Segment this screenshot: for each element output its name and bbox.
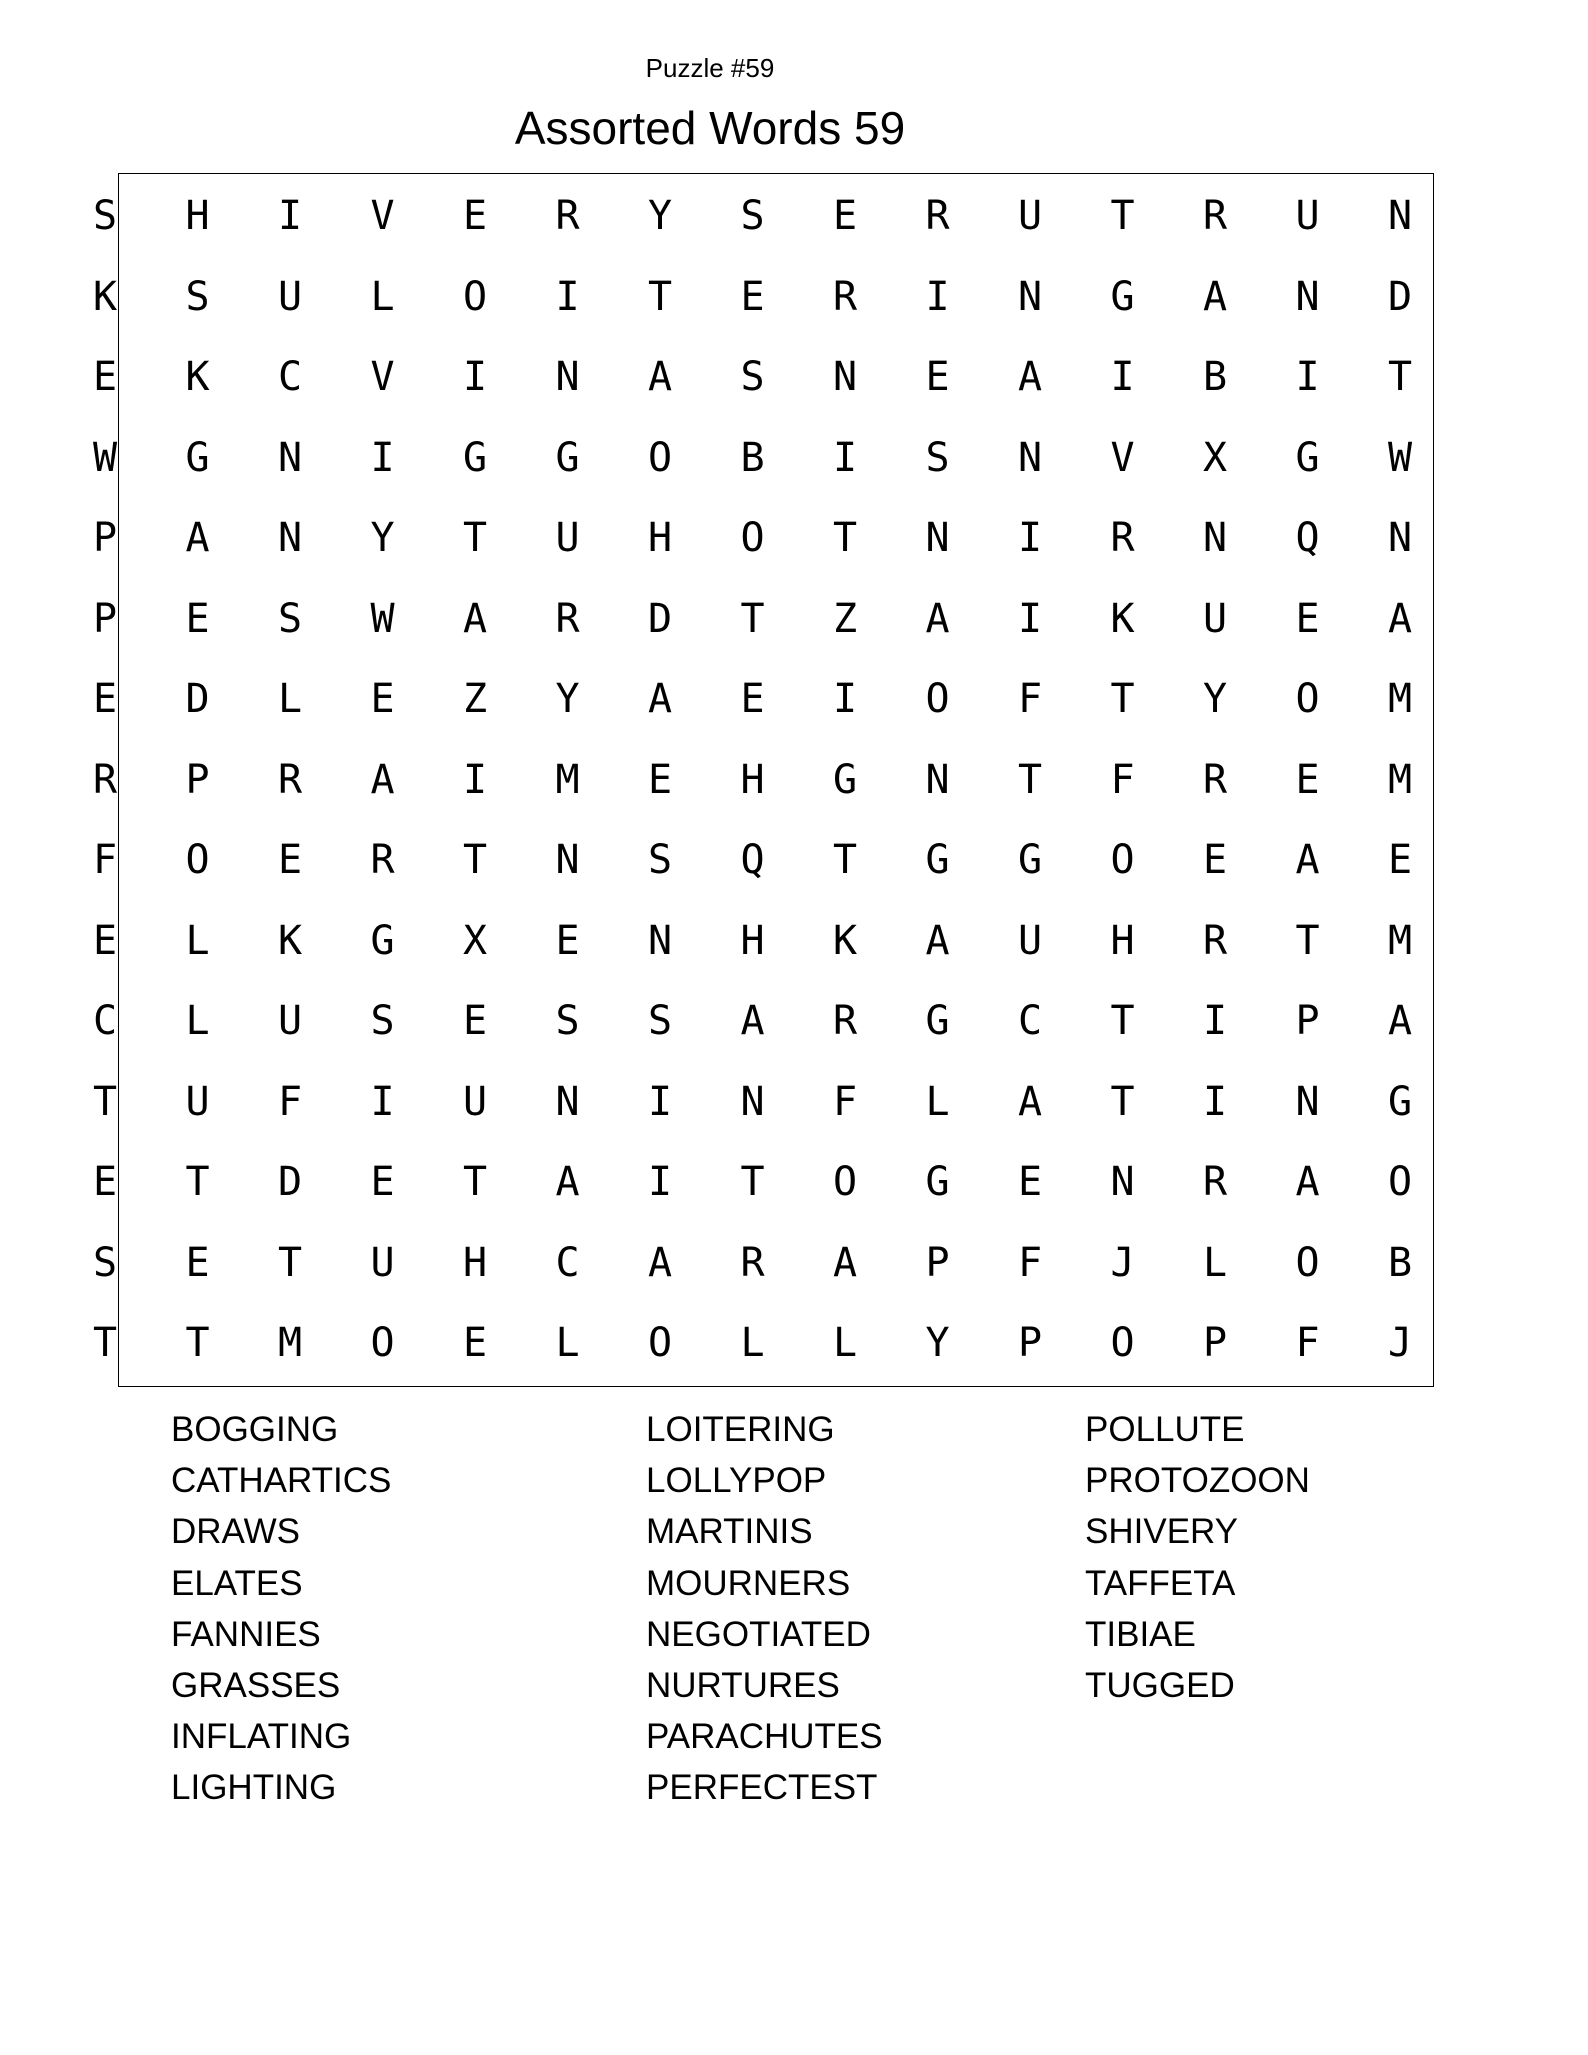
grid-letter: S — [92, 1239, 118, 1286]
grid-letter: R — [925, 193, 950, 239]
letter-grid — [75, 180, 1455, 1388]
grid-letter: A — [740, 998, 765, 1044]
grid-letter: L — [185, 917, 210, 964]
word-list-item: CATHARTICS — [171, 1461, 392, 1501]
grid-letter: L — [740, 1320, 765, 1366]
grid-letter: T — [1017, 756, 1043, 803]
word-list-item: LIGHTING — [171, 1768, 337, 1808]
grid-letter: I — [370, 1078, 395, 1125]
word-list-item: PARACHUTES — [646, 1717, 883, 1757]
grid-row — [75, 583, 1455, 664]
grid-letter: S — [647, 998, 673, 1044]
grid-letter: D — [185, 676, 210, 722]
grid-letter: T — [185, 1320, 210, 1366]
word-list-item: POLLUTE — [1085, 1410, 1245, 1449]
grid-letter: K — [277, 917, 303, 964]
grid-letter: N — [1202, 515, 1228, 561]
grid-letter: A — [462, 595, 488, 642]
grid-letter: G — [370, 917, 395, 964]
grid-letter: F — [277, 1078, 303, 1125]
grid-letter: R — [1110, 515, 1135, 561]
grid-letter: N — [925, 756, 950, 803]
grid-letter: T — [1110, 998, 1135, 1044]
grid-letter: O — [1387, 1159, 1413, 1205]
grid-letter: L — [370, 273, 395, 320]
grid-letter: F — [92, 837, 118, 883]
word-list-item: ELATES — [171, 1563, 303, 1603]
grid-letter: I — [1017, 515, 1043, 561]
grid-letter: A — [1387, 998, 1413, 1044]
word-list-item: GRASSES — [171, 1665, 341, 1705]
grid-letter: D — [277, 1159, 303, 1205]
grid-letter: S — [647, 837, 673, 883]
word-list-item: LOLLYPOP — [646, 1461, 827, 1501]
grid-letter: N — [1295, 273, 1320, 320]
word-list-item: TIBIAE — [1085, 1614, 1196, 1654]
grid-letter: E — [92, 676, 118, 722]
grid-row — [75, 985, 1455, 1066]
grid-letter: E — [740, 676, 765, 722]
grid-letter: S — [92, 193, 118, 239]
word-list-item: PROTOZOON — [1085, 1461, 1310, 1501]
grid-letter: G — [832, 756, 858, 803]
grid-letter: L — [185, 998, 210, 1044]
grid-letter: I — [370, 434, 395, 481]
grid-letter: O — [832, 1159, 858, 1205]
grid-letter: L — [555, 1320, 580, 1366]
grid-letter: I — [832, 434, 858, 481]
grid-letter: J — [1387, 1320, 1413, 1366]
grid-letter: E — [1202, 837, 1228, 883]
grid-letter: R — [92, 756, 118, 803]
word-list-item: INFLATING — [171, 1717, 352, 1757]
grid-letter: M — [277, 1320, 303, 1366]
grid-letter: E — [1295, 756, 1320, 803]
grid-letter: R — [1202, 756, 1228, 803]
word-list-item: LOITERING — [646, 1410, 835, 1449]
grid-letter: A — [370, 756, 395, 803]
grid-letter: N — [1387, 515, 1413, 561]
grid-letter: O — [370, 1320, 395, 1366]
grid-letter: I — [555, 273, 580, 320]
grid-letter: T — [1387, 354, 1413, 400]
grid-letter: O — [185, 837, 210, 883]
grid-letter: P — [925, 1239, 950, 1286]
grid-letter: T — [1110, 193, 1135, 239]
grid-letter: E — [1295, 595, 1320, 642]
grid-letter: L — [277, 676, 303, 722]
grid-letter: W — [92, 434, 118, 481]
grid-letter: I — [925, 273, 950, 320]
grid-letter: N — [1110, 1159, 1135, 1205]
grid-letter: B — [1202, 354, 1228, 400]
grid-row — [75, 1307, 1455, 1388]
grid-letter: N — [277, 515, 303, 561]
grid-row — [75, 663, 1455, 744]
grid-letter: H — [740, 756, 765, 803]
grid-letter: Q — [1295, 515, 1320, 561]
grid-letter: T — [277, 1239, 303, 1286]
grid-letter: O — [925, 676, 950, 722]
grid-letter: O — [740, 515, 765, 561]
grid-letter: U — [462, 1078, 488, 1125]
grid-letter: A — [1017, 354, 1043, 400]
grid-letter: N — [277, 434, 303, 481]
grid-row — [75, 1066, 1455, 1147]
grid-letter: E — [185, 595, 210, 642]
grid-row — [75, 180, 1455, 261]
grid-letter: D — [647, 595, 673, 642]
grid-letter: T — [740, 1159, 765, 1205]
grid-letter: E — [462, 998, 488, 1044]
grid-letter: I — [832, 676, 858, 722]
grid-letter: F — [1110, 756, 1135, 803]
grid-letter: R — [370, 837, 395, 883]
grid-letter: S — [740, 193, 765, 239]
grid-letter: E — [370, 1159, 395, 1205]
grid-letter: R — [1202, 193, 1228, 239]
word-list-column-3 — [1085, 1404, 1310, 1711]
word-list-item: MARTINIS — [646, 1512, 813, 1552]
grid-letter: A — [647, 676, 673, 722]
grid-letter: T — [462, 515, 488, 561]
grid-letter: S — [555, 998, 580, 1044]
grid-letter: T — [462, 837, 488, 883]
grid-row — [75, 744, 1455, 825]
grid-letter: S — [370, 998, 395, 1044]
word-list-item: PERFECTEST — [646, 1768, 878, 1808]
grid-letter: P — [92, 595, 118, 642]
grid-letter: A — [1202, 273, 1228, 320]
grid-letter: C — [277, 354, 303, 400]
word-list-column-1 — [171, 1404, 391, 1814]
grid-letter: I — [1202, 998, 1228, 1044]
grid-letter: K — [185, 354, 210, 400]
grid-letter: Y — [370, 515, 395, 561]
grid-letter: Q — [740, 837, 765, 883]
grid-letter: C — [92, 998, 118, 1044]
grid-letter: T — [740, 595, 765, 642]
grid-letter: S — [740, 354, 765, 400]
grid-letter: T — [832, 515, 858, 561]
grid-letter: B — [740, 434, 765, 481]
grid-letter: G — [1387, 1078, 1413, 1125]
grid-letter: K — [832, 917, 858, 964]
grid-letter: P — [185, 756, 210, 803]
word-list-item: SHIVERY — [1085, 1512, 1239, 1552]
grid-letter: A — [555, 1159, 580, 1205]
grid-row — [75, 1227, 1455, 1308]
word-list-column-2 — [646, 1404, 883, 1814]
grid-letter: A — [832, 1239, 858, 1286]
grid-letter: Z — [832, 595, 858, 642]
grid-letter: R — [555, 595, 580, 642]
grid-letter: V — [1110, 434, 1135, 481]
grid-letter: T — [1110, 676, 1135, 722]
grid-letter: A — [1387, 595, 1413, 642]
grid-letter: G — [1017, 837, 1043, 883]
grid-letter: R — [555, 193, 580, 239]
grid-letter: A — [1295, 837, 1320, 883]
grid-letter: S — [925, 434, 950, 481]
grid-row — [75, 422, 1455, 503]
puzzle-title: Assorted Words 59 — [514, 102, 906, 154]
grid-letter: I — [1202, 1078, 1228, 1125]
grid-letter: R — [740, 1239, 765, 1286]
grid-letter: V — [370, 354, 395, 400]
grid-letter: E — [462, 1320, 488, 1366]
grid-letter: Y — [1202, 676, 1228, 722]
grid-letter: H — [740, 917, 765, 964]
grid-letter: F — [1017, 1239, 1043, 1286]
grid-letter: O — [462, 273, 488, 320]
grid-letter: A — [185, 515, 210, 561]
grid-letter: Z — [462, 676, 488, 722]
grid-letter: J — [1110, 1239, 1135, 1286]
grid-letter: G — [185, 434, 210, 481]
grid-letter: O — [1295, 1239, 1320, 1286]
grid-letter: G — [1110, 273, 1135, 320]
grid-letter: U — [370, 1239, 395, 1286]
grid-letter: P — [1017, 1320, 1043, 1366]
grid-letter: A — [647, 354, 673, 400]
grid-letter: T — [647, 273, 673, 320]
grid-row — [75, 1146, 1455, 1227]
grid-letter: T — [92, 1078, 118, 1125]
grid-letter: H — [1110, 917, 1135, 964]
grid-letter: O — [647, 1320, 673, 1366]
grid-letter: E — [370, 676, 395, 722]
grid-letter: F — [832, 1078, 858, 1125]
grid-letter: C — [555, 1239, 580, 1286]
grid-letter: N — [740, 1078, 765, 1125]
grid-letter: I — [277, 193, 303, 239]
grid-letter: N — [925, 515, 950, 561]
grid-letter: N — [1295, 1078, 1320, 1125]
word-list-item: MOURNERS — [646, 1563, 851, 1603]
grid-letter: R — [832, 273, 858, 320]
grid-letter: R — [1202, 917, 1228, 964]
grid-letter: U — [277, 273, 303, 320]
grid-letter: N — [647, 917, 673, 964]
grid-letter: N — [832, 354, 858, 400]
grid-row — [75, 824, 1455, 905]
grid-letter: G — [925, 1159, 950, 1205]
grid-letter: T — [1110, 1078, 1135, 1125]
grid-letter: N — [555, 1078, 580, 1125]
grid-letter: E — [740, 273, 765, 320]
grid-letter: C — [1017, 998, 1043, 1044]
grid-letter: H — [185, 193, 210, 239]
grid-letter: X — [1202, 434, 1228, 481]
grid-letter: U — [185, 1078, 210, 1125]
grid-letter: A — [1295, 1159, 1320, 1205]
grid-letter: V — [370, 193, 395, 239]
grid-letter: W — [1387, 434, 1413, 481]
grid-row — [75, 905, 1455, 986]
grid-letter: K — [1110, 595, 1135, 642]
grid-letter: E — [92, 354, 118, 400]
grid-letter: U — [555, 515, 580, 561]
grid-letter: H — [647, 515, 673, 561]
grid-letter: H — [462, 1239, 488, 1286]
grid-letter: E — [462, 193, 488, 239]
grid-letter: T — [462, 1159, 488, 1205]
word-list-item: NEGOTIATED — [646, 1614, 871, 1654]
grid-letter: A — [925, 595, 950, 642]
grid-letter: T — [832, 837, 858, 883]
grid-letter: M — [1387, 917, 1413, 964]
grid-letter: Y — [925, 1320, 950, 1366]
grid-letter: I — [462, 756, 488, 803]
grid-letter: A — [647, 1239, 673, 1286]
grid-letter: E — [832, 193, 858, 239]
grid-letter: N — [1017, 273, 1043, 320]
grid-letter: I — [1110, 354, 1135, 400]
grid-letter: N — [555, 837, 580, 883]
grid-letter: T — [185, 1159, 210, 1205]
grid-letter: U — [1017, 193, 1043, 239]
grid-letter: S — [277, 595, 303, 642]
grid-letter: I — [1295, 354, 1320, 400]
grid-letter: Y — [555, 676, 580, 722]
grid-letter: E — [92, 1159, 118, 1205]
word-list-item: DRAWS — [171, 1512, 300, 1552]
grid-letter: I — [462, 354, 488, 400]
grid-row — [75, 502, 1455, 583]
grid-letter: A — [1017, 1078, 1043, 1125]
grid-letter: O — [1110, 1320, 1135, 1366]
grid-letter: U — [1017, 917, 1043, 964]
grid-letter: I — [647, 1078, 673, 1125]
grid-letter: O — [1295, 676, 1320, 722]
grid-letter: P — [1295, 998, 1320, 1044]
grid-letter: I — [647, 1159, 673, 1205]
grid-letter: W — [370, 595, 395, 642]
grid-letter: O — [647, 434, 673, 481]
grid-letter: G — [925, 998, 950, 1044]
grid-letter: P — [92, 515, 118, 561]
grid-letter: L — [925, 1078, 950, 1125]
grid-letter: G — [925, 837, 950, 883]
grid-letter: S — [185, 273, 210, 320]
word-list-item: BOGGING — [171, 1410, 339, 1449]
word-list-item: NURTURES — [646, 1665, 840, 1705]
word-list-item: TUGGED — [1085, 1665, 1235, 1705]
grid-letter: A — [925, 917, 950, 964]
grid-letter: U — [277, 998, 303, 1044]
grid-letter: N — [555, 354, 580, 400]
word-list-item: TAFFETA — [1085, 1563, 1236, 1603]
puzzle-number: Puzzle #59 — [645, 53, 775, 83]
grid-letter: E — [1387, 837, 1413, 883]
grid-letter: M — [1387, 756, 1413, 803]
grid-letter: X — [462, 917, 488, 964]
grid-letter: E — [925, 354, 950, 400]
grid-letter: M — [1387, 676, 1413, 722]
grid-letter: U — [1295, 193, 1320, 239]
grid-letter: T — [1295, 917, 1320, 964]
grid-letter: G — [462, 434, 488, 481]
grid-letter: D — [1387, 273, 1413, 320]
grid-letter: K — [92, 273, 118, 320]
grid-letter: F — [1295, 1320, 1320, 1366]
grid-letter: G — [555, 434, 580, 481]
grid-letter: B — [1387, 1239, 1413, 1286]
grid-letter: R — [832, 998, 858, 1044]
grid-letter: E — [92, 917, 118, 964]
grid-letter: G — [1295, 434, 1320, 481]
grid-row — [75, 341, 1455, 422]
grid-letter: R — [1202, 1159, 1228, 1205]
grid-letter: R — [277, 756, 303, 803]
grid-letter: M — [555, 756, 580, 803]
grid-letter: U — [1202, 595, 1228, 642]
grid-letter: E — [1017, 1159, 1043, 1205]
grid-letter: I — [1017, 595, 1043, 642]
grid-letter: F — [1017, 676, 1043, 722]
grid-letter: L — [832, 1320, 858, 1366]
grid-row — [75, 261, 1455, 342]
grid-letter: N — [1017, 434, 1043, 481]
grid-letter: E — [277, 837, 303, 883]
grid-letter: N — [1387, 193, 1413, 239]
grid-letter: E — [647, 756, 673, 803]
grid-letter: O — [1110, 837, 1135, 883]
grid-letter: E — [185, 1239, 210, 1286]
grid-letter: P — [1202, 1320, 1228, 1366]
grid-letter: Y — [647, 193, 673, 239]
grid-letter: E — [555, 917, 580, 964]
word-list-item: FANNIES — [171, 1614, 321, 1654]
grid-letter: T — [92, 1320, 118, 1366]
grid-letter: L — [1202, 1239, 1228, 1286]
